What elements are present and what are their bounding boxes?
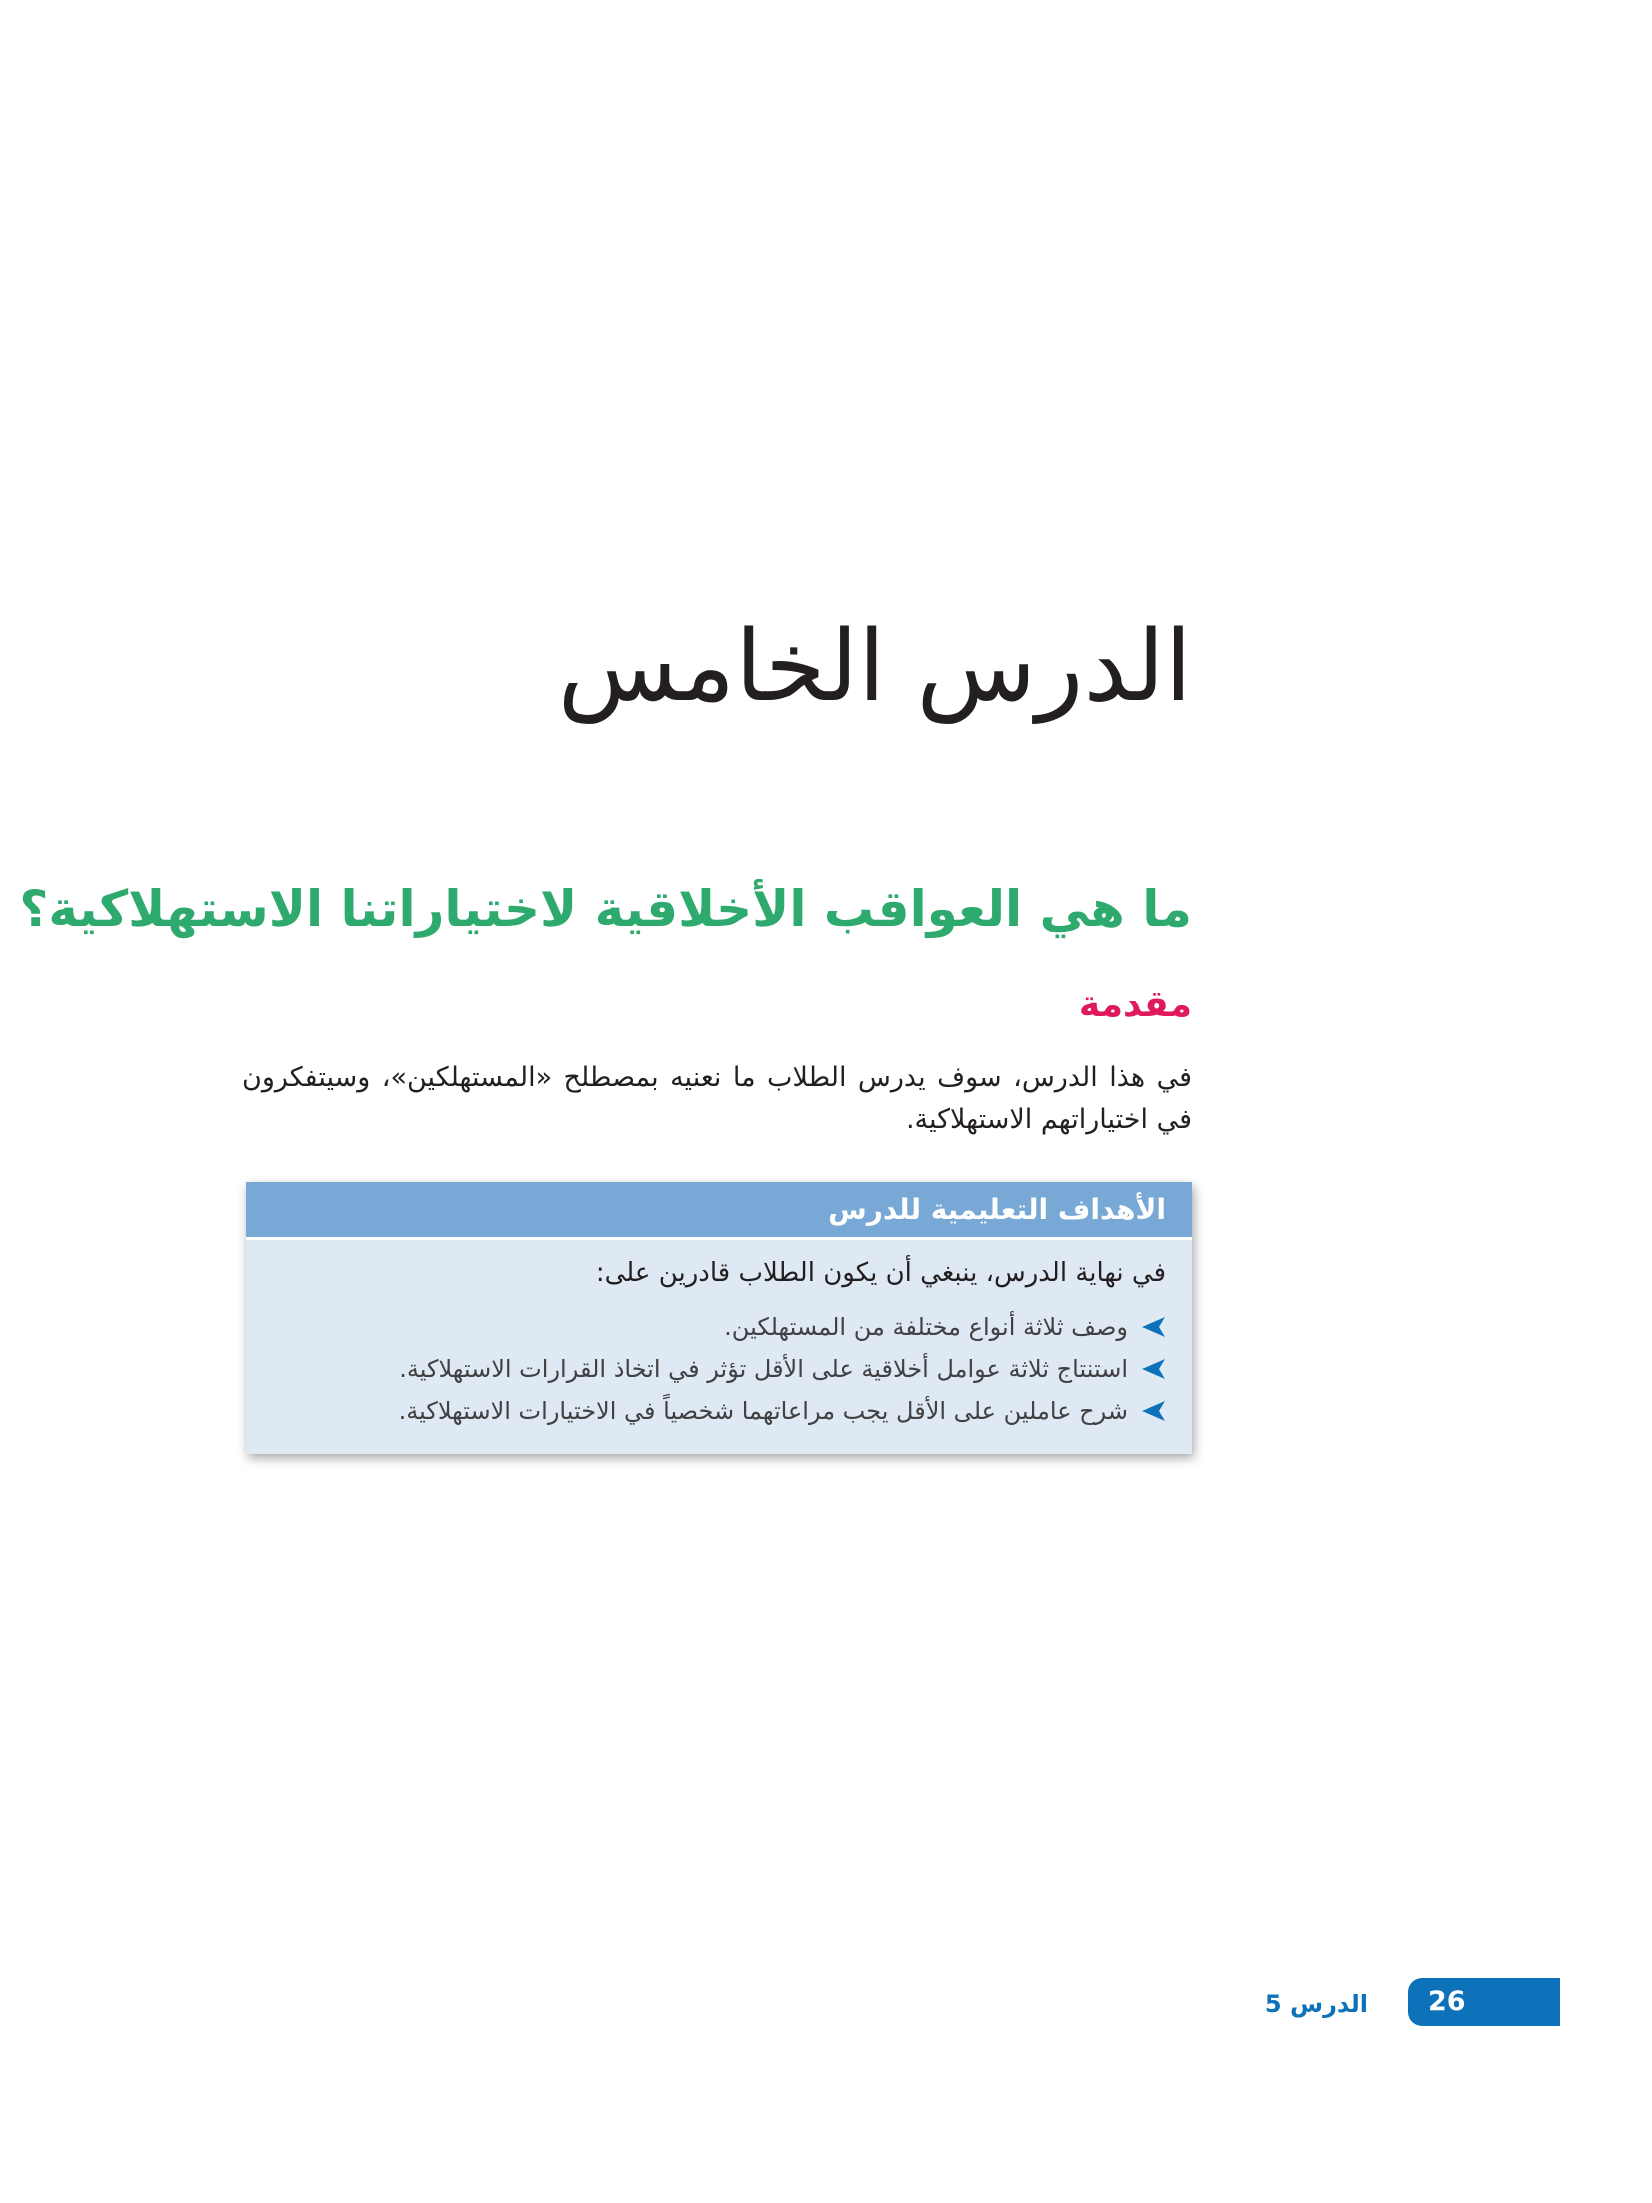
objective-text: وصف ثلاثة أنواع مختلفة من المستهلكين. — [724, 1313, 1128, 1341]
objective-item — [246, 1390, 1166, 1432]
objective-text: استنتاج ثلاثة عوامل أخلاقية على الأقل تؤثر في اتخاذ القرارات الاستهلاكية. — [399, 1355, 1128, 1383]
footer-lesson-label: الدرس 5 — [1264, 1990, 1368, 2018]
learning-objectives-box — [246, 1182, 1192, 1454]
objectives-list — [246, 1306, 1192, 1432]
arrow-bullet-icon — [1140, 1314, 1166, 1340]
intro-paragraph: في هذا الدرس، سوف يدرس الطلاب ما نعنيه بمصطلح «المستهلكين»، وسيتفكرون في اختياراتهم الاستهلاكية. — [242, 1062, 1192, 1135]
main-question: ما هي العواقب الأخلاقية لاختياراتنا الاستهلاكية؟ — [19, 879, 1192, 938]
page-number: 26 — [1428, 1986, 1466, 2017]
objectives-intro: في نهاية الدرس، ينبغي أن يكون الطلاب قادرين على: — [595, 1258, 1166, 1288]
objective-item — [246, 1348, 1166, 1390]
lesson-title: الدرس الخامس — [557, 609, 1192, 724]
arrow-bullet-icon — [1140, 1356, 1166, 1382]
page-number-tab — [1408, 1978, 1560, 2026]
arrow-bullet-icon — [1140, 1398, 1166, 1424]
objective-text: شرح عاملين على الأقل يجب مراعاتهما شخصياً في الاختيارات الاستهلاكية. — [398, 1397, 1128, 1425]
objective-item — [246, 1306, 1166, 1348]
intro-heading: مقدمة — [1078, 984, 1192, 1025]
objectives-header: الأهداف التعليمية للدرس — [246, 1182, 1192, 1240]
